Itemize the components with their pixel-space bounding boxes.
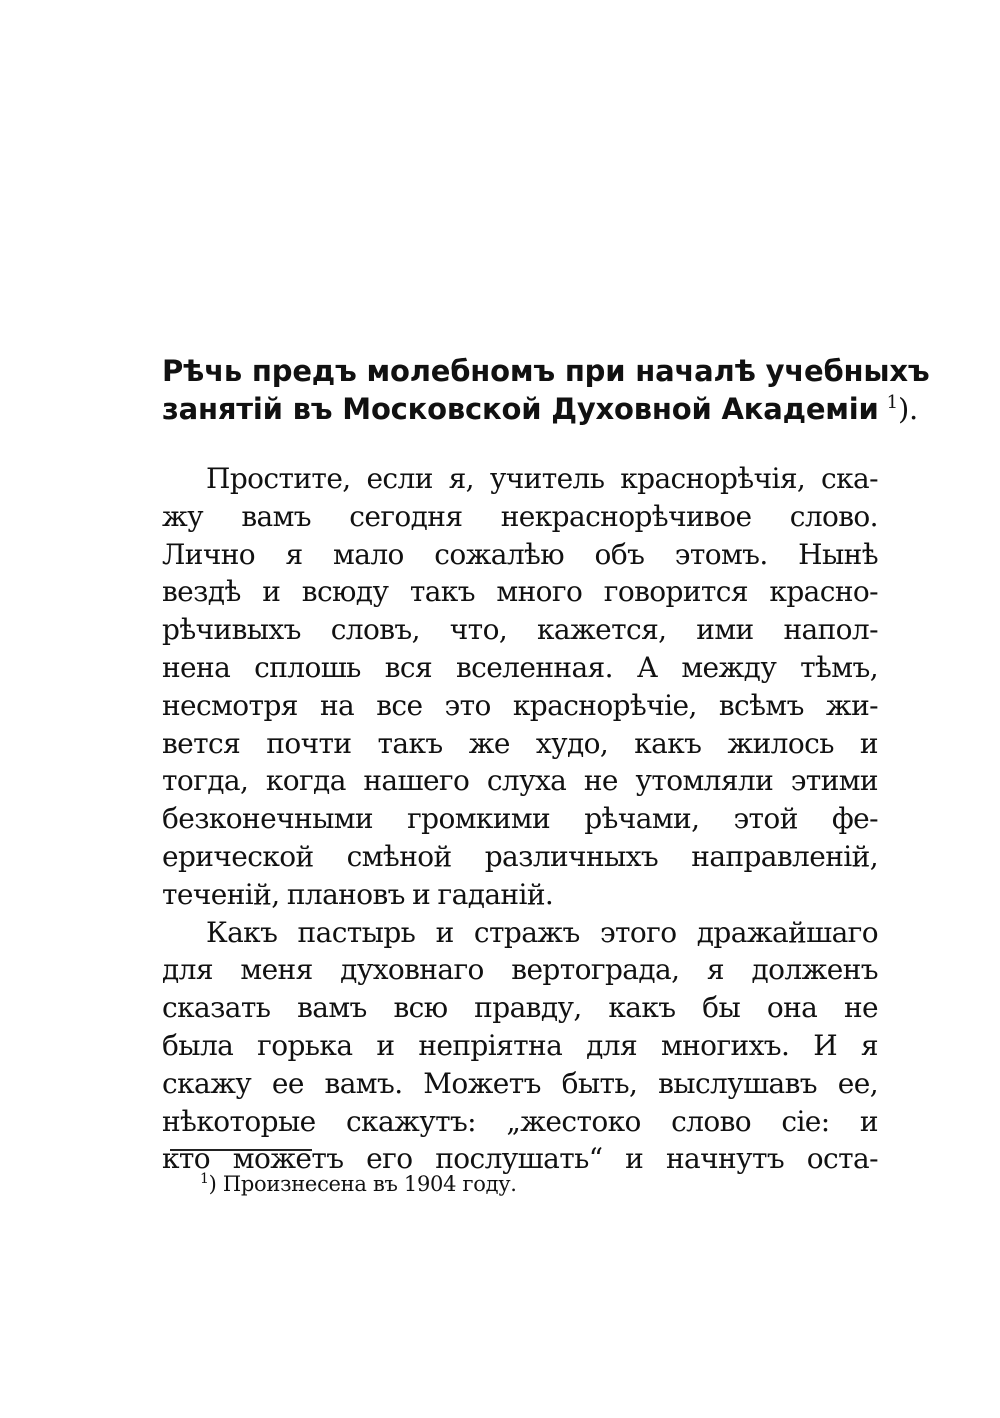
text-line: Простите, если я, учитель краснорѣчія, ска- — [206, 462, 878, 495]
footnote-text: Произнесена въ 1904 году. — [216, 1172, 517, 1196]
text-line: для меня духовнаго вертограда, я долженъ — [162, 953, 878, 987]
body-text — [162, 460, 878, 1178]
text-line: нена сплошь вся вселенная. А между тѣмъ, — [162, 650, 878, 684]
paragraph-2 — [162, 914, 878, 1179]
text-line: теченій, плановъ и гаданій. — [162, 877, 554, 911]
text-line: была горька и непріятна для многихъ. И я — [162, 1028, 878, 1062]
title-line-2 — [162, 390, 919, 428]
text-line: безконечными громкими рѣчами, этой фе- — [162, 802, 878, 836]
text-line: сказать вамъ всю правду, какъ бы она не — [162, 991, 878, 1025]
paragraph-1 — [162, 460, 878, 914]
footnote-mark-close: ) — [208, 1172, 217, 1196]
text-line: ерической смѣной различныхъ направленій, — [162, 839, 878, 873]
text-line: Какъ пастырь и стражъ этого дражайшаго — [206, 915, 878, 949]
title-line-1: Рѣчь предъ молебномъ при началѣ учебныхъ — [162, 354, 930, 388]
text-line: несмотря на все это краснорѣчіе, всѣмъ жи- — [162, 688, 878, 722]
text-line: рѣчивыхъ словъ, что, кажется, ими напол- — [162, 613, 878, 647]
text-line: тогда, когда нашего слуха не утомляли этими — [162, 764, 878, 798]
title-line-2-text: занятій въ Московской Духовной Академіи — [162, 392, 879, 426]
text-line: вется почти такъ же худо, какъ жилось и — [162, 726, 878, 760]
text-line: скажу ее вамъ. Можетъ быть, выслушавъ ее, — [162, 1066, 878, 1100]
footnote-reference-close: ). — [897, 392, 919, 426]
footnote — [200, 1170, 517, 1198]
footnote-mark: 1 — [200, 1171, 209, 1187]
text-line: вездѣ и всюду такъ много говорится красно- — [162, 575, 878, 609]
text-line: кто можетъ его послушать“ и начнутъ оста- — [162, 1142, 878, 1176]
page-title — [162, 352, 930, 428]
text-line: нѣкоторые скажутъ: „жестоко слово сіе: и — [162, 1104, 878, 1138]
text-line: Лично я мало сожалѣю объ этомъ. Нынѣ — [162, 537, 878, 571]
footnote-reference[interactable]: 1 — [886, 392, 898, 414]
footnote-divider — [170, 1149, 312, 1151]
text-line: жу вамъ сегодня некраснорѣчивое слово. — [162, 499, 878, 533]
